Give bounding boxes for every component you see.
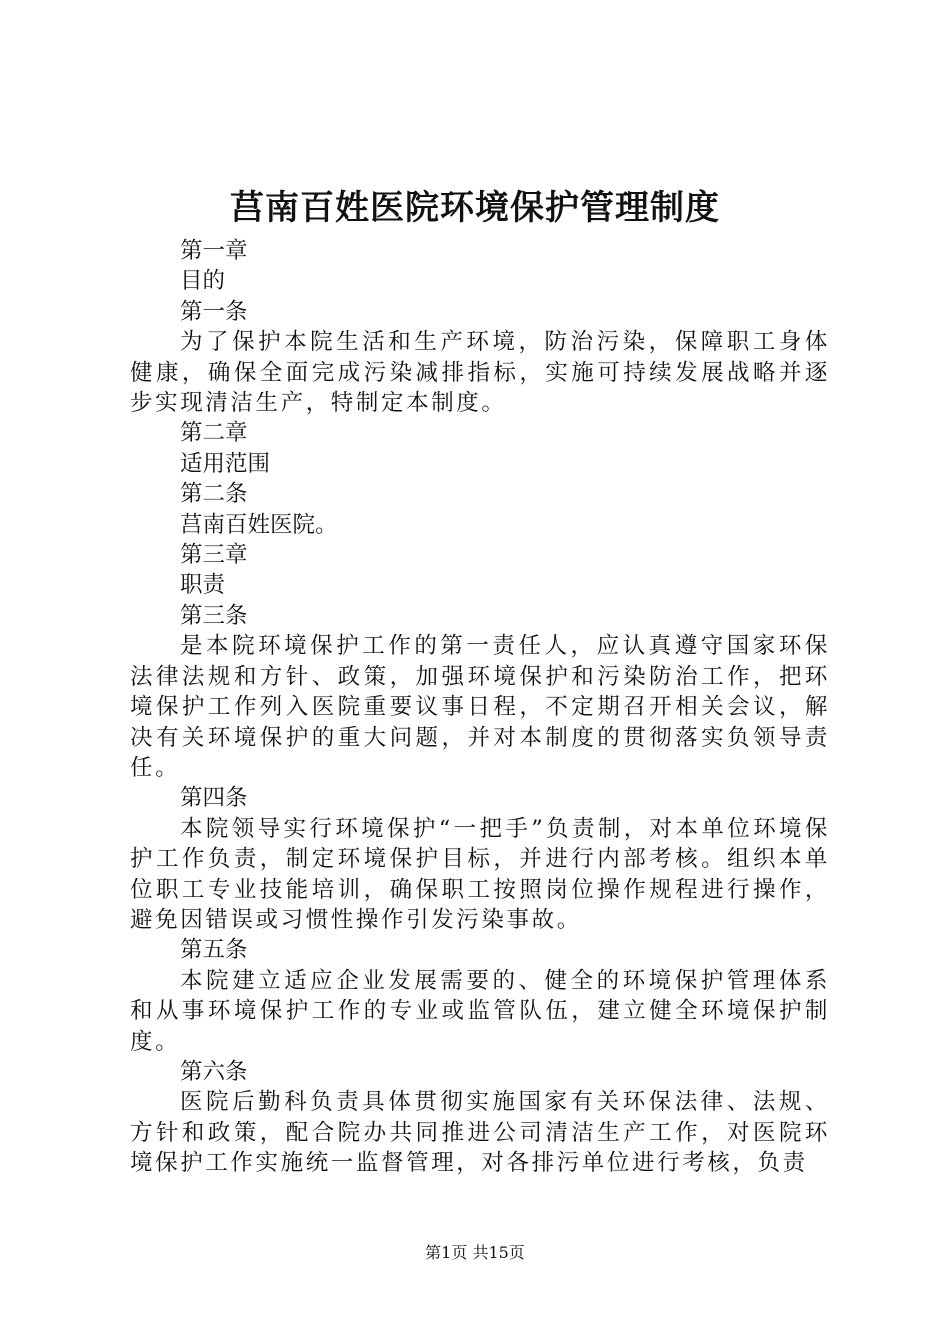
article-heading: 第二条 <box>180 481 248 508</box>
paragraph: 为了保护本院生活和生产环境，防治污染，保障职工身体健康，确保全面完成污染减排指标，实施可持续发展战略并逐步实现清洁生产，特制定本制度。 <box>130 329 830 417</box>
article-heading: 第四条 <box>180 785 248 812</box>
chapter-name: 职责 <box>180 572 226 599</box>
chapter-heading: 第二章 <box>180 420 248 447</box>
article-heading: 第六条 <box>180 1058 248 1085</box>
chapter-heading: 第三章 <box>180 542 248 569</box>
page-footer: 第1页 共15页 <box>425 1243 525 1262</box>
document-body <box>130 236 830 1179</box>
article-heading: 第一条 <box>180 298 248 325</box>
chapter-name: 目的 <box>180 268 226 295</box>
paragraph: 莒南百姓医院。 <box>180 511 338 538</box>
article-heading: 第三条 <box>180 602 248 629</box>
article-heading: 第五条 <box>180 937 248 964</box>
chapter-name: 适用范围 <box>180 450 271 477</box>
paragraph: 本院领导实行环境保护“一把手”负责制，对本单位环境保护工作负责，制定环境保护目标，并进行内部考核。组织本单位职工专业技能培训，确保职工按照岗位操作规程进行操作，避免因错误或习惯性操作引发污染事故。 <box>130 815 830 933</box>
page-title: 莒南百姓医院环境保护管理制度 <box>230 188 720 228</box>
paragraph: 本院建立适应企业发展需要的、健全的环境保护管理体系和从事环境保护工作的专业或监管队伍，建立健全环境保护制度。 <box>130 967 830 1055</box>
paragraph: 医院后勤科负责具体贯彻实施国家有关环保法律、法规、方针和政策，配合院办共同推进公司清洁生产工作，对医院环境保护工作实施统一监督管理，对各排污单位进行考核，负责 <box>130 1089 830 1177</box>
chapter-heading: 第一章 <box>180 238 248 264</box>
paragraph: 是本院环境保护工作的第一责任人，应认真遵守国家环保法律法规和方针、政策，加强环境保护和污染防治工作，把环境保护工作列入医院重要议事日程，不定期召开相关会议，解决有关环境保护的重大问题，并对本制度的贯彻落实负领导责任。 <box>130 633 830 781</box>
